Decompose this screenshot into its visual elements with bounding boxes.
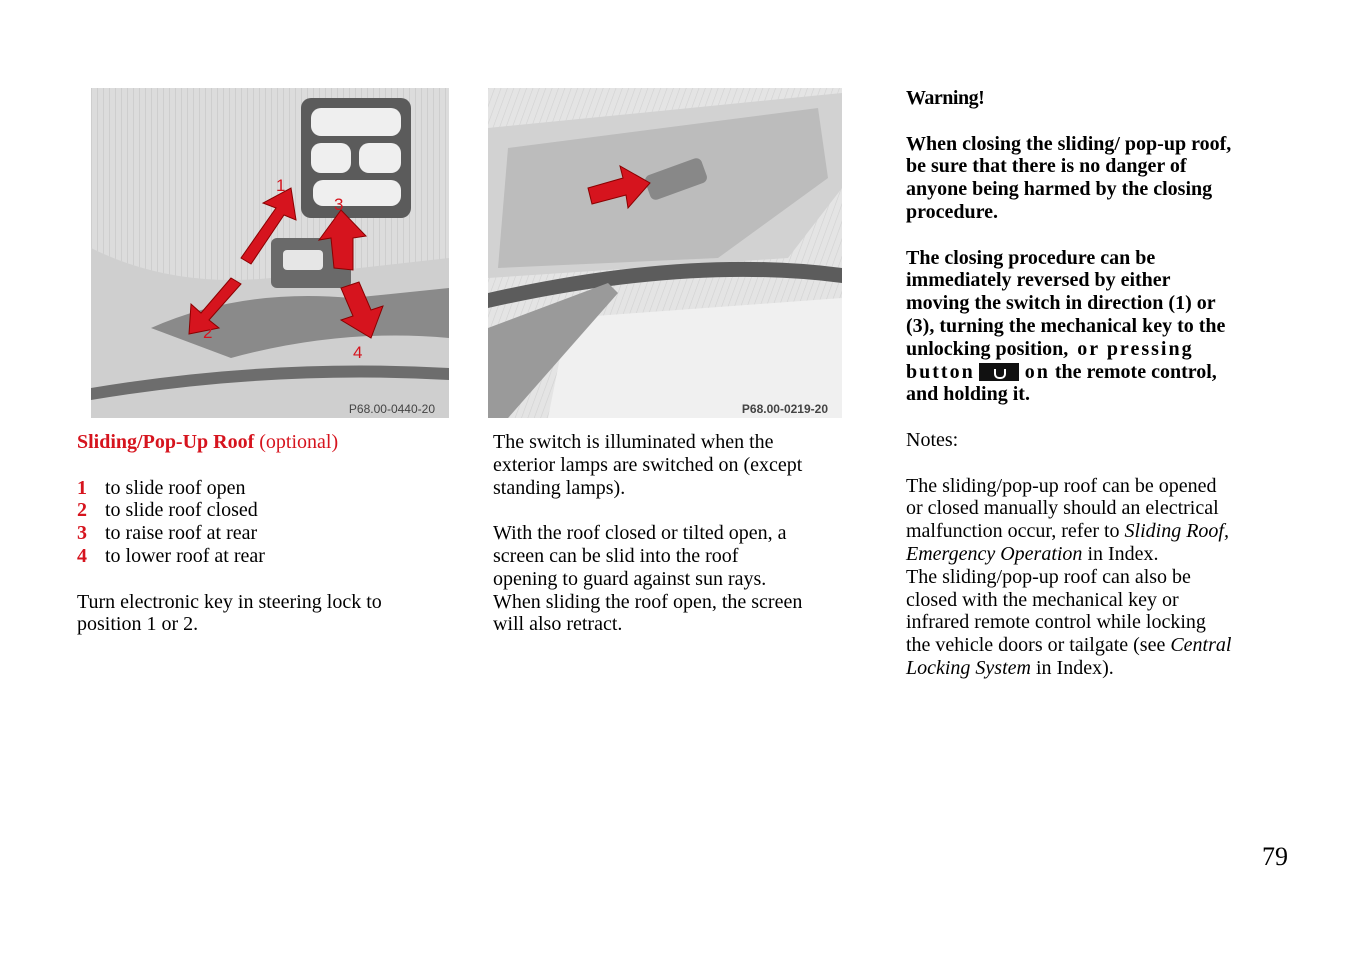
notes-paragraph: The sliding/pop-up roof can be opened or closed manually should an electrical malfunction occur, refer to Sliding Roof, Emergency Operation in Index. The sliding/pop-up roof can also be closed with the mechanical key or infrared remote control while locking the vehicle doors or tailgate (see Central Locking System in Index).: [906, 474, 1232, 679]
middle-column: [493, 431, 863, 636]
roof-switch-illustration: [91, 88, 449, 418]
callout-3: 3: [334, 195, 344, 214]
steering-lock-note: Turn electronic key in steering lock to position 1 or 2.: [77, 590, 382, 636]
list-item: 3 to raise roof at rear: [77, 522, 258, 545]
sunscreen-paragraph: With the roof closed or tilted open, a screen can be slid into the roof opening to guard against sun rays. When sliding the roof open, the screen will also retract.: [493, 522, 803, 636]
list-item: 4 to lower roof at rear: [77, 544, 265, 567]
warning-paragraph-1: When closing the sliding/ pop-up roof, be sure that there is no danger of anyone being harmed by the closing procedure.: [906, 132, 1232, 223]
callout-1: 1: [276, 176, 286, 195]
list-item: 1 to slide roof open: [77, 476, 246, 499]
warning-title: Warning!: [906, 87, 985, 109]
section-heading: Sliding/Pop-Up Roof (optional): [77, 431, 339, 453]
figure-code: P68.00-0219-20: [741, 402, 828, 416]
left-column: [77, 431, 457, 636]
figure-code: P68.00-0440-20: [348, 402, 435, 416]
unlock-button-icon: [979, 363, 1019, 381]
notes-title: Notes:: [906, 428, 959, 451]
illumination-paragraph: The switch is illuminated when the exterior lamps are switched on (except standing lamps).: [493, 431, 803, 499]
right-column: [906, 87, 1286, 680]
page-number: 79: [1262, 842, 1288, 871]
callout-2: 2: [203, 323, 213, 342]
warning-paragraph-2: The closing procedure can be immediately reversed by either moving the switch in direction (1) or (3), turning the mechanical key to the unlocking position, or pressing button on the remote control, and holding it.: [906, 246, 1226, 406]
callout-4: 4: [353, 343, 363, 362]
list-item: 2 to slide roof closed: [77, 499, 258, 522]
roof-screen-illustration: [488, 88, 842, 418]
